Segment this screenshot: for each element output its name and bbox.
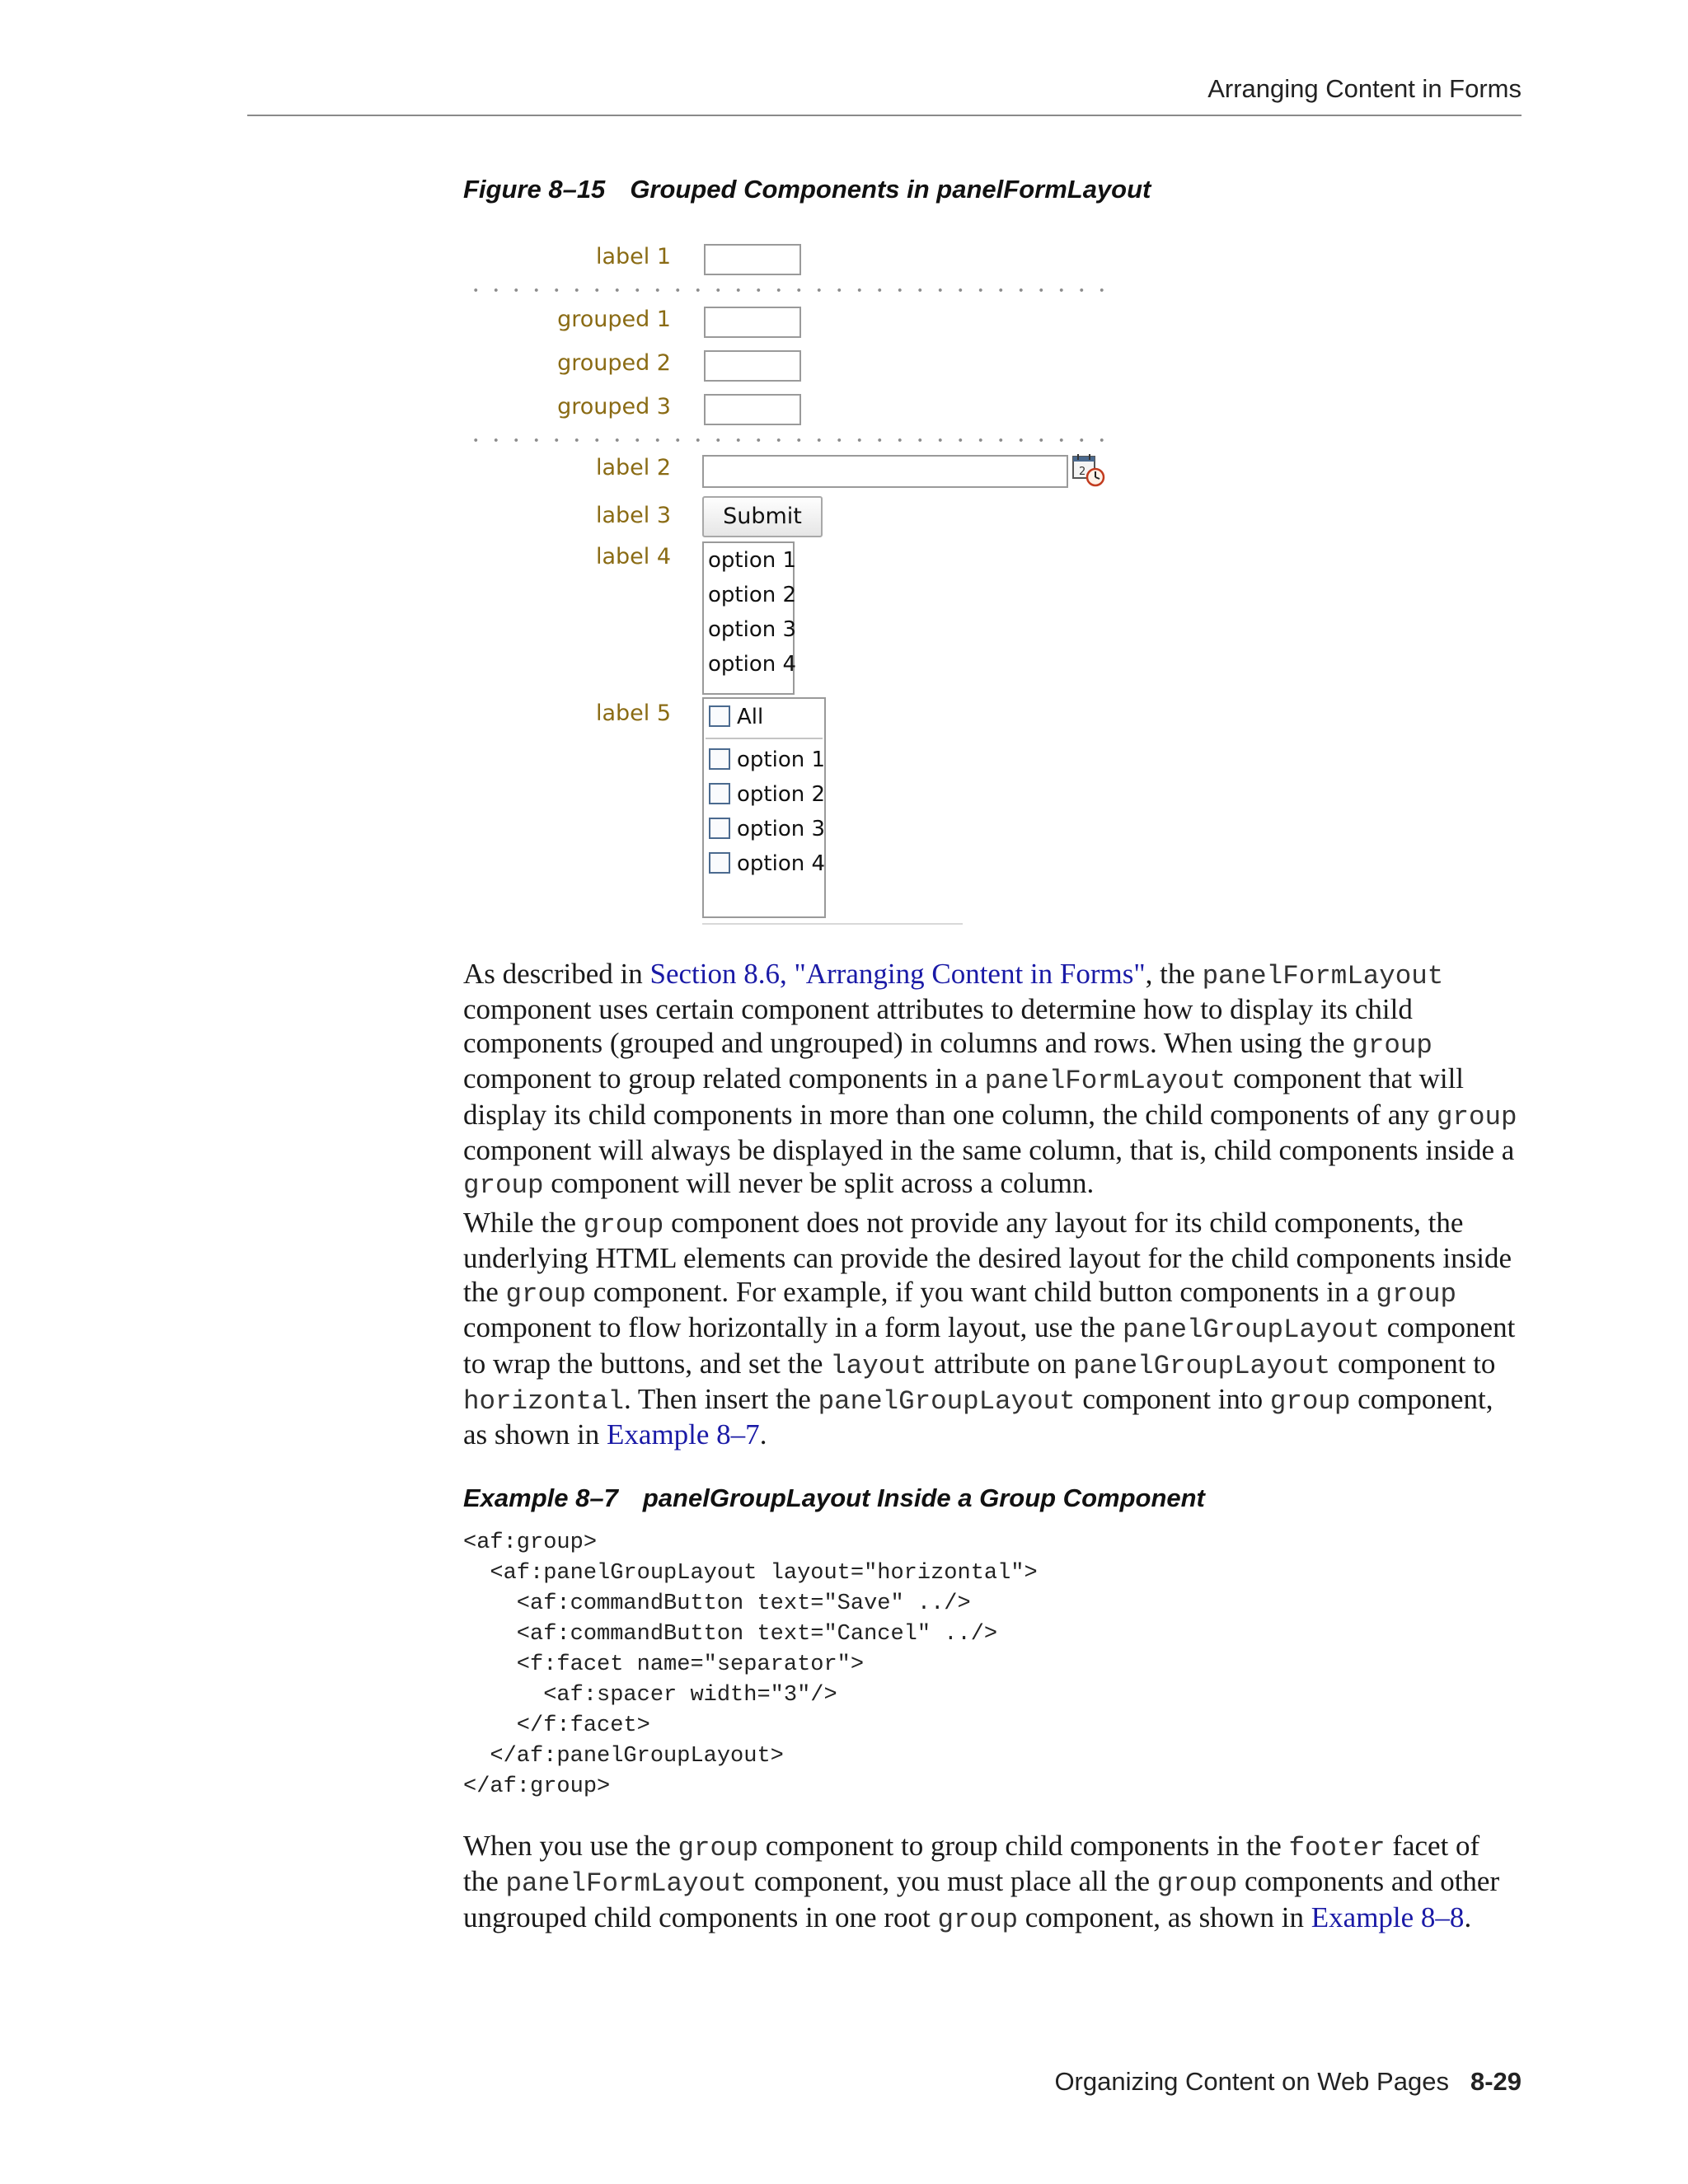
code-term: group [1156, 1868, 1238, 1900]
code-line: </f:facet> [463, 1713, 650, 1738]
text: components and other ungrouped child components in one root [463, 1865, 1500, 1933]
text: component into [1075, 1383, 1270, 1416]
group-separator-bottom [466, 438, 1117, 442]
text: component will never be split across a column. [543, 1167, 1095, 1200]
grouped-label-2: grouped 2 [557, 350, 671, 376]
grouped-input-2[interactable] [704, 350, 801, 382]
label-3: label 3 [595, 503, 671, 528]
code-line: <af:panelGroupLayout layout="horizontal"> [463, 1561, 1038, 1586]
code-term: panelFormLayout [984, 1066, 1226, 1097]
code-term: group [1376, 1278, 1457, 1310]
listbox[interactable] [702, 541, 795, 695]
checkbox-option[interactable] [709, 743, 825, 776]
checkbox-option[interactable] [709, 813, 825, 846]
label-2: label 2 [595, 455, 671, 480]
grouped-label-1: grouped 1 [557, 307, 671, 332]
checkbox-divider [706, 738, 823, 739]
text: When you use the [463, 1830, 678, 1862]
code-term: group [937, 1904, 1018, 1935]
code-term: group [1437, 1101, 1517, 1132]
text: component, you must place all the [747, 1865, 1157, 1898]
code-term: group [463, 1170, 544, 1202]
code-line: <af:spacer width="3"/> [463, 1683, 837, 1708]
text: . [1464, 1900, 1472, 1933]
code-line: <af:commandButton text="Save" ../> [463, 1591, 971, 1616]
running-header: Arranging Content in Forms [1207, 74, 1522, 103]
checkbox-option-label: option 2 [737, 782, 826, 807]
calendar-clock-icon[interactable] [1071, 453, 1106, 488]
code-line: <af:commandButton text="Cancel" ../> [463, 1622, 998, 1647]
example-caption [463, 1483, 1205, 1513]
checkbox-icon[interactable] [709, 852, 730, 874]
footer-title: Organizing Content on Web Pages [1054, 2067, 1449, 2096]
submit-button[interactable]: Submit [702, 496, 823, 537]
code-line: <af:group> [463, 1530, 598, 1555]
listbox-option[interactable]: option 1 [708, 548, 797, 573]
text: component will always be displayed in the same column, that is, child components inside a [463, 1134, 1515, 1167]
date-input[interactable] [702, 455, 1068, 488]
svg-text:2: 2 [1079, 466, 1086, 478]
code-term: group [678, 1833, 759, 1863]
text: component to group related components in a [463, 1062, 985, 1095]
listbox-option[interactable]: option 4 [708, 652, 797, 677]
checkbox-icon[interactable] [709, 783, 730, 804]
text: component to wrap the buttons, and set the [463, 1311, 1516, 1380]
code-line: </af:panelGroupLayout> [463, 1744, 784, 1769]
checkbox-option-label: option 1 [737, 748, 826, 772]
checkbox-option[interactable] [709, 778, 825, 811]
paragraph-3 [463, 1830, 1522, 1937]
code-term: group [505, 1278, 587, 1310]
figure-bottom-rule [702, 923, 963, 925]
text: facet of the [463, 1830, 1480, 1898]
code-term: layout [830, 1350, 927, 1381]
code-term: footer [1288, 1833, 1386, 1863]
text: . Then insert the [624, 1383, 818, 1416]
checkbox-icon[interactable] [709, 748, 730, 770]
label-4: label 4 [595, 544, 671, 569]
form-figure [462, 231, 1170, 931]
text: , the [1145, 958, 1203, 990]
text: component to flow horizontally in a form layout, use the [463, 1311, 1123, 1344]
text: component does not provide any layout for its child components, the underlying HTML elements can provide the desired layout for the child components inside the [463, 1207, 1512, 1308]
code-term: panelGroupLayout [1122, 1315, 1381, 1346]
paragraph-1 [463, 958, 1522, 1203]
checkbox-option[interactable] [709, 847, 825, 880]
text: component, as shown in [463, 1383, 1493, 1451]
section-link[interactable]: Section 8.6, "Arranging Content in Forms" [649, 958, 1146, 990]
listbox-option[interactable]: option 3 [708, 617, 797, 642]
example-link[interactable]: Example 8–8 [1311, 1900, 1465, 1933]
grouped-input-3[interactable] [704, 394, 801, 425]
example-link[interactable]: Example 8–7 [607, 1418, 760, 1451]
running-footer [1054, 2067, 1522, 2097]
header-rule [247, 115, 1522, 116]
text: component. For example, if you want child button components in a [586, 1275, 1376, 1308]
text: component uses certain component attributes to determine how to display its child components (grouped and ungrouped) in columns and rows. When using the [463, 993, 1413, 1059]
checkbox-option-label: option 4 [737, 851, 826, 876]
checkbox-all[interactable] [709, 701, 763, 733]
checkbox-option-label: option 3 [737, 817, 826, 841]
grouped-label-3: grouped 3 [557, 394, 671, 419]
text: As described in [463, 958, 650, 990]
checkbox-icon[interactable] [709, 705, 730, 727]
text-input-1[interactable] [704, 244, 801, 275]
page-number: 8-29 [1470, 2067, 1522, 2096]
text: component that will display its child components in more than one column, the child components of any [463, 1062, 1465, 1131]
label-1: label 1 [595, 244, 671, 269]
example-number: Example 8–7 [463, 1483, 618, 1512]
code-term: panelFormLayout [505, 1868, 748, 1900]
group-separator-top [466, 288, 1117, 292]
paragraph-2 [463, 1207, 1522, 1452]
code-term: group [1352, 1029, 1432, 1061]
text: component to [1330, 1347, 1496, 1380]
text: attribute on [926, 1347, 1074, 1380]
label-5: label 5 [595, 701, 671, 726]
text: component, as shown in [1017, 1900, 1311, 1933]
code-term: panelGroupLayout [1073, 1350, 1331, 1381]
text: component to group child components in the [758, 1830, 1289, 1862]
code-line: </af:group> [463, 1774, 611, 1799]
grouped-input-1[interactable] [704, 307, 801, 338]
code-term: group [1269, 1386, 1351, 1418]
checkbox-all-label: All [737, 705, 764, 729]
code-block [463, 1528, 1038, 1802]
code-term: group [583, 1210, 664, 1240]
figure-number: Figure 8–15 [463, 175, 606, 204]
example-title: panelGroupLayout Inside a Group Component [642, 1483, 1205, 1512]
figure-caption [463, 175, 1151, 204]
text: . [759, 1418, 767, 1451]
code-line: <f:facet name="separator"> [463, 1652, 865, 1677]
checkbox-icon[interactable] [709, 818, 730, 839]
code-term: panelGroupLayout [818, 1386, 1076, 1418]
figure-title: Grouped Components in panelFormLayout [630, 175, 1151, 204]
listbox-option[interactable]: option 2 [708, 583, 797, 607]
code-term: horizontal [463, 1386, 625, 1418]
code-term: panelFormLayout [1202, 961, 1444, 991]
text: While the [463, 1207, 584, 1239]
checkbox-list [702, 697, 826, 918]
